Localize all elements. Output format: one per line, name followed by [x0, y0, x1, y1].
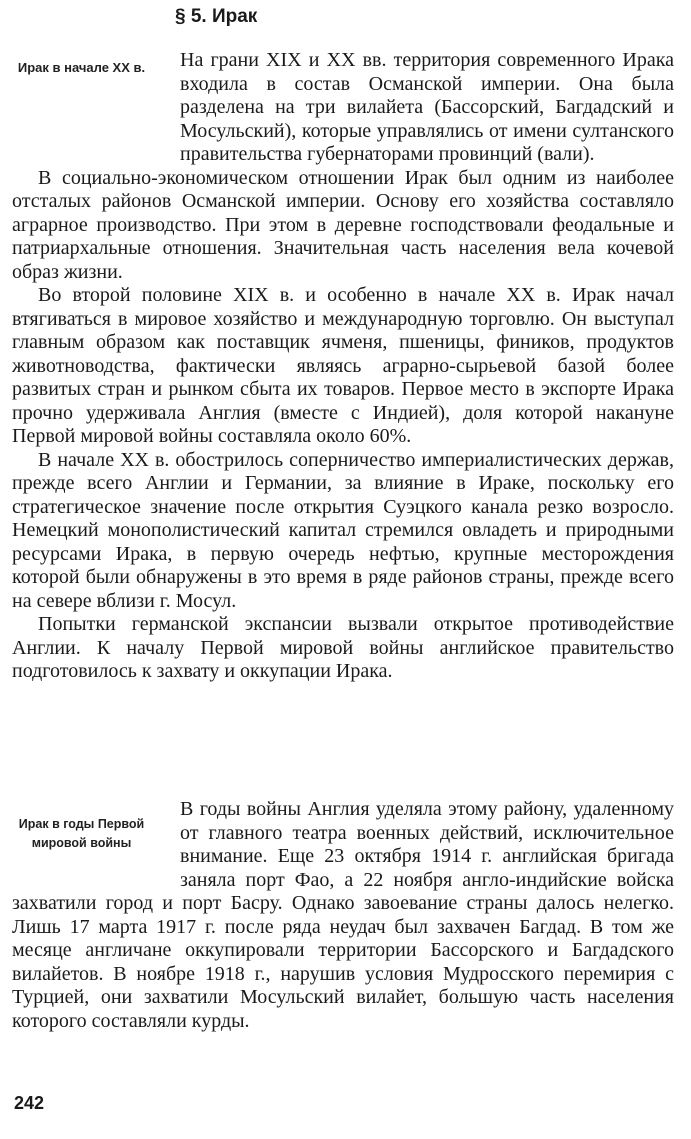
paragraph-1: На грани XIX и XX вв. территория современного Ирака входила в состав Османской империи. Она была разделена на три вилайета (Бассорский, Багдадский и Мосульский), которые управлялись от имени султанского правительства губернаторами провинций (вали). [180, 49, 674, 165]
margin-note-iraq-wwi: Ирак в годы Первой мировой войны [18, 817, 145, 850]
margin-spacer [12, 49, 180, 145]
margin-spacer [12, 798, 180, 892]
text-block-1 [12, 49, 674, 684]
page-number: 242 [14, 1093, 45, 1113]
text-block-2 [12, 798, 674, 1033]
paragraph-5: Попытки германской экспансии вызвали открытое противодействие Англии. К началу Первой мировой войны английское правительство подготовилось к захвату и оккупации Ирака. [12, 613, 674, 682]
section-title: § 5. Ирак [175, 6, 258, 27]
paragraph-2: В социально-экономическом отношении Ирак был одним из наиболее отсталых районов Османской империи. Основу его хозяйства составляло аграрное производство. При этом в деревне господствовали феодальные и патриархальные отношения. Значительная часть населения вела кочевой образ жизни. [12, 166, 674, 283]
paragraph-4: В начале XX в. обострилось соперничество империалистических держав, прежде всего Англии и Германии, за влияние в Ираке, поскольку его стратегическое значение после открытия Суэцкого канала резко возросло. Немецкий монополистический капитал стремился овладеть и природными ресурсами Ирака, в первую очередь нефтью, крупные месторождения которой были обнаружены в это время в ряде районов страны, прежде всего на севере вблизи г. Мосул. [12, 448, 674, 612]
margin-note-iraq-early-20th-century: Ирак в начале XX в. [17, 60, 146, 75]
paragraph-3: Во второй половине XIX в. и особенно в начале XX в. Ирак начал втягиваться в мировое хозяйство и международную торговлю. Он выступал главным образом как поставщик ячменя, пшеницы, фиников, продуктов животноводства, фактически являясь аграрно-сырьевой базой более развитых стран и рынком сбыта их товаров. Первое место в экспорте Ирака прочно удерживала Англия (вместе с Индией), доля которой накануне Первой мировой войны составляла около 60%. [12, 284, 674, 447]
paragraph-6: В годы войны Англия уделяла этому району, удаленному от главного театра военных действий, исключительное внимание. Еще 23 октября 1914 г. английская бригада заняла порт Фао, а 22 ноября англо-индийские войска захватили город и порт Басру. Однако завоевание страны далось нелегко. Лишь 17 марта 1917 г. после ряда неудач был захвачен Багдад. В том же месяце англичане оккупировали территории Бассорского и Багдадского вилайетов. В ноябре 1918 г., нарушив условия Мудросского перемирия с Турцией, они захватили Мосульский вилайет, большую часть населения которого составляли курды. [12, 798, 674, 1032]
